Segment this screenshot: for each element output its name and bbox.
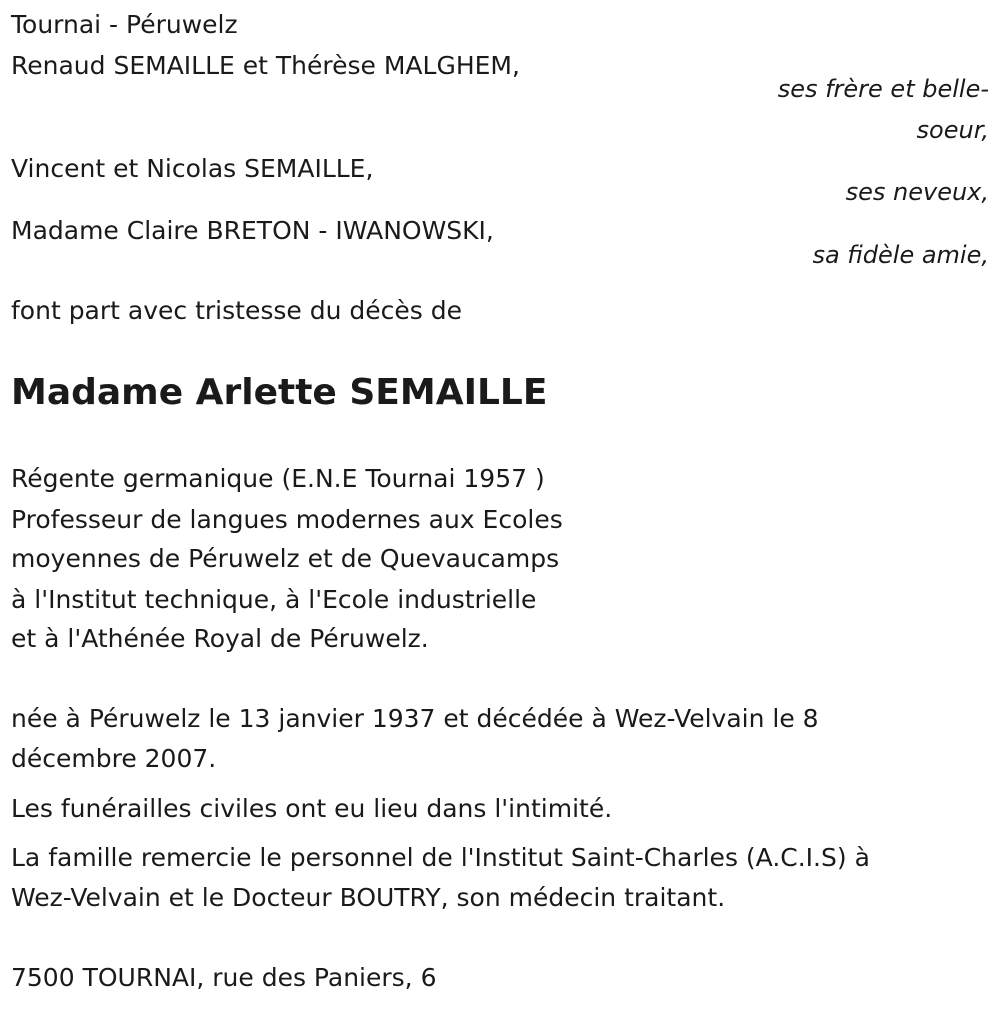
- thanks-line-2: Wez-Velvain et le Docteur BOUTRY, son médecin traitant.: [11, 883, 726, 912]
- family-names-2: Vincent et Nicolas SEMAILLE,: [11, 154, 374, 183]
- thanks-line-1: La famille remercie le personnel de l'Institut Saint-Charles (A.C.I.S) à: [11, 843, 870, 872]
- deceased-name: Madame Arlette SEMAILLE: [11, 372, 548, 413]
- career-line-4: à l'Institut technique, à l'Ecole industrielle: [11, 585, 537, 614]
- family-relation-2: ses neveux,: [845, 178, 989, 206]
- family-names-3: Madame Claire BRETON - IWANOWSKI,: [11, 216, 494, 245]
- announcement-text: font part avec tristesse du décès de: [11, 296, 462, 325]
- address: 7500 TOURNAI, rue des Paniers, 6: [11, 963, 437, 992]
- career-line-5: et à l'Athénée Royal de Péruwelz.: [11, 624, 429, 653]
- family-relation-1a: ses frère et belle-: [777, 75, 989, 103]
- location-header: Tournai - Péruwelz: [11, 10, 238, 39]
- career-line-3: moyennes de Péruwelz et de Quevaucamps: [11, 544, 560, 573]
- family-relation-1b: soeur,: [916, 116, 989, 144]
- birth-death-line-1: née à Péruwelz le 13 janvier 1937 et décédée à Wez-Velvain le 8: [11, 704, 819, 733]
- family-relation-3: sa fidèle amie,: [812, 241, 989, 269]
- birth-death-line-2: décembre 2007.: [11, 744, 217, 773]
- career-line-2: Professeur de langues modernes aux Ecoles: [11, 505, 563, 534]
- funeral-text: Les funérailles civiles ont eu lieu dans l'intimité.: [11, 794, 613, 823]
- career-line-1: Régente germanique (E.N.E Tournai 1957 ): [11, 464, 545, 493]
- family-names-1: Renaud SEMAILLE et Thérèse MALGHEM,: [11, 51, 520, 80]
